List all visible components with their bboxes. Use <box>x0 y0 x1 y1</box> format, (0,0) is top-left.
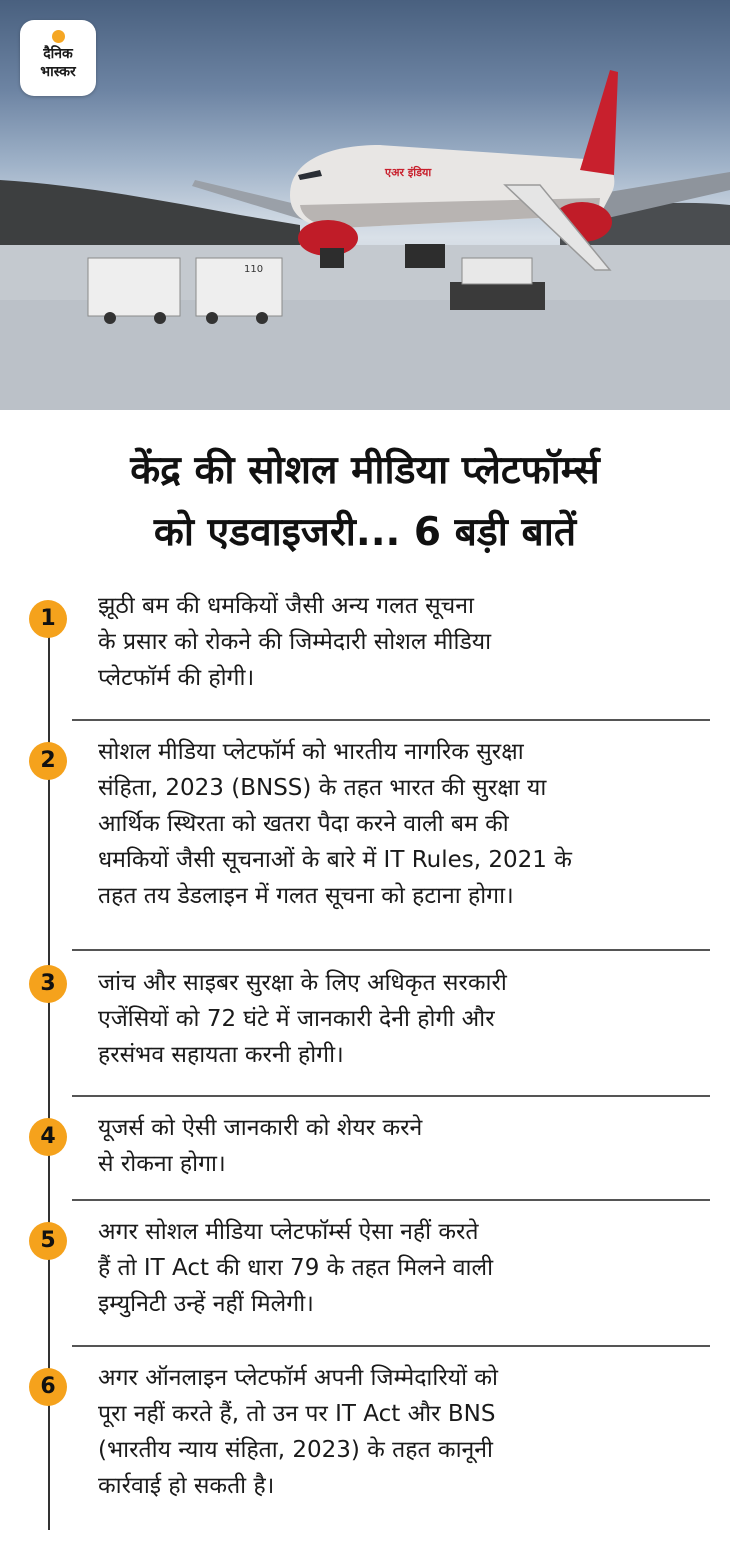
headline-line-1: केंद्र की सोशल मीडिया प्लेटफॉर्म्स <box>130 448 600 493</box>
text-line: आर्थिक स्थिरता को खतरा पैदा करने वाली बम की <box>98 811 509 837</box>
hero-photo <box>0 0 730 410</box>
divider <box>72 1199 710 1201</box>
logo-line-2: भास्कर <box>40 64 76 80</box>
text-line: तहत तय डेडलाइन में गलत सूचना को हटाना होगा। <box>98 883 514 909</box>
number-badge: 2 <box>29 742 67 780</box>
text-line: (भारतीय न्याय संहिता, 2023) के तहत कानूनी <box>98 1437 494 1463</box>
number-badge: 3 <box>29 965 67 1003</box>
text-line: जांच और साइबर सुरक्षा के लिए अधिकृत सरकारी <box>98 970 507 996</box>
number-badge: 1 <box>29 600 67 638</box>
point-text <box>98 1214 698 1322</box>
hill-left <box>0 180 300 250</box>
point-text <box>98 965 698 1073</box>
text-line: यूजर्स को ऐसी जानकारी को शेयर करने <box>98 1115 423 1141</box>
point-text <box>98 734 698 914</box>
ground-cart-1 <box>88 258 180 316</box>
headline <box>0 440 730 564</box>
dainik-bhaskar-logo <box>20 20 96 96</box>
tail-fin <box>580 70 618 175</box>
tug-box <box>462 258 532 284</box>
headline-line-2: को एडवाइजरी... 6 बड़ी बातें <box>153 510 577 555</box>
logo-line-1: दैनिक <box>43 46 73 62</box>
cart-number: 110 <box>244 264 264 275</box>
text-line: धमकियों जैसी सूचनाओं के बारे में IT Rules, 2021 के <box>98 847 572 873</box>
text-line: सोशल मीडिया प्लेटफॉर्म को भारतीय नागरिक सुरक्षा <box>98 739 524 765</box>
text-line: झूठी बम की धमकियों जैसी अन्य गलत सूचना <box>98 593 475 619</box>
text-line: हैं तो IT Act की धारा 79 के तहत मिलने वाली <box>98 1255 494 1281</box>
cart-wheel <box>154 312 166 324</box>
divider <box>72 949 710 951</box>
sun-icon <box>52 30 65 43</box>
text-line: अगर सोशल मीडिया प्लेटफॉर्म्स ऐसा नहीं करते <box>98 1219 479 1245</box>
text-line: के प्रसार को रोकने की जिम्मेदारी सोशल मीडिया <box>98 629 492 655</box>
cart-wheel <box>104 312 116 324</box>
text-line: हरसंभव सहायता करनी होगी। <box>98 1042 344 1068</box>
nose-gear <box>320 248 344 268</box>
ground-cart-2 <box>196 258 282 316</box>
number-badge: 5 <box>29 1222 67 1260</box>
point-text <box>98 588 698 696</box>
tug-vehicle <box>450 282 545 310</box>
cart-wheel <box>256 312 268 324</box>
text-line: से रोकना होगा। <box>98 1151 226 1177</box>
text-line: संहिता, 2023 (BNSS) के तहत भारत की सुरक्षा या <box>98 775 547 801</box>
divider <box>72 719 710 721</box>
fuselage-lettering: एअर इंडिया <box>385 166 432 179</box>
number-badge: 4 <box>29 1118 67 1156</box>
text-line: इम्युनिटी उन्हें नहीं मिलेगी। <box>98 1291 314 1317</box>
main-gear <box>405 244 445 268</box>
airport-scene <box>0 0 730 410</box>
divider <box>72 1095 710 1097</box>
number-badge: 6 <box>29 1368 67 1406</box>
text-line: प्लेटफॉर्म की होगी। <box>98 665 255 691</box>
divider <box>72 1345 710 1347</box>
point-text <box>98 1360 698 1504</box>
text-line: अगर ऑनलाइन प्लेटफॉर्म अपनी जिम्मेदारियों को <box>98 1365 498 1391</box>
text-line: पूरा नहीं करते हैं, तो उन पर IT Act और BNS <box>98 1401 496 1427</box>
text-line: एजेंसियों को 72 घंटे में जानकारी देनी होगी और <box>98 1006 495 1032</box>
text-line: कार्रवाई हो सकती है। <box>98 1473 275 1499</box>
point-text <box>98 1110 698 1182</box>
cart-wheel <box>206 312 218 324</box>
